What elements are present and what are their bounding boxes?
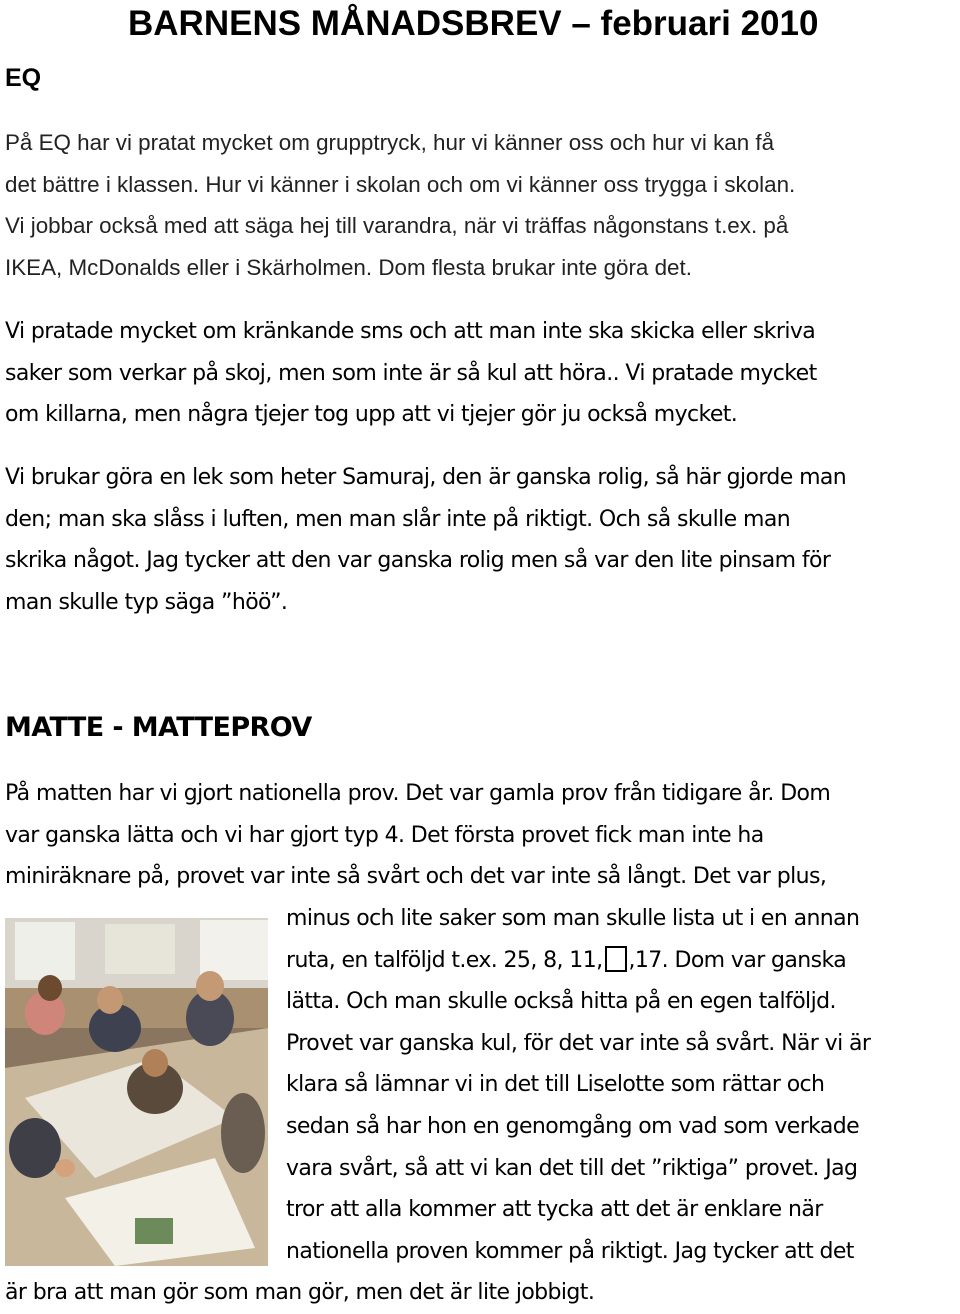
text-line: lätta. Och man skulle också hitta på en egen talföljd.: [286, 989, 836, 1015]
text-line: skrika något. Jag tycker att den var ganska rolig men så var den lite pinsam för: [5, 548, 831, 574]
text-line: var ganska lätta och vi har gjort typ 4. Det första provet fick man inte ha: [5, 822, 764, 848]
text-line: tror att alla kommer att tycka att det är enklare när: [286, 1197, 823, 1223]
section-heading-matte: MATTE - MATTEPROV: [5, 712, 312, 743]
text-line: vara svårt, så att vi kan det till det ”riktiga” provet. Jag: [286, 1155, 858, 1181]
text-line: Vi pratade mycket om kränkande sms och att man inte ska skicka eller skriva: [5, 319, 816, 344]
text-line: Provet var ganska kul, för det var inte så svårt. När vi är: [286, 1030, 871, 1056]
matte-paragraph-top: [5, 773, 955, 898]
text-line: det bättre i klassen. Hur vi känner i skolan och om vi känner oss trygga i skolan.: [5, 171, 796, 197]
page-title: BARNENS MÅNADSBREV – februari 2010: [128, 4, 819, 43]
matte-last-line: är bra att man gör som man gör, men det är lite jobbigt.: [5, 1280, 595, 1305]
text-line: minus och lite saker som man skulle lista ut i en annan: [286, 906, 860, 931]
text-line: På matten har vi gjort nationella prov. Det var gamla prov från tidigare år. Dom: [5, 781, 831, 806]
text-line: miniräknare på, provet var inte så svårt och det var inte så långt. Det var plus,: [5, 864, 827, 890]
eq-paragraph-1: [5, 122, 955, 288]
text-line-with-box: [286, 940, 870, 982]
text-line: Vi jobbar också med att säga hej till varandra, när vi träffas någonstans t.ex. på: [5, 213, 789, 239]
text-line: nationella proven kommer på riktigt. Jag tycker att det: [286, 1238, 854, 1264]
text-line: om killarna, men några tjejer tog upp att vi tjejer gör ju också mycket.: [5, 402, 738, 428]
matte-paragraph-wrapped: [286, 898, 870, 1272]
text-segment: ruta, en talföljd t.ex. 25, 8, 11,: [286, 947, 603, 973]
text-line: sedan så har hon en genomgång om vad som verkade: [286, 1113, 860, 1139]
text-line: Vi brukar göra en lek som heter Samuraj, den är ganska rolig, så här gjorde man: [5, 465, 847, 490]
text-line: IKEA, McDonalds eller i Skärholmen. Dom flesta brukar inte göra det.: [5, 254, 692, 280]
text-line: man skulle typ säga ”höö”.: [5, 589, 288, 615]
classroom-photo: [5, 918, 268, 1266]
eq-paragraph-3: [5, 457, 955, 623]
text-line: den; man ska slåss i luften, men man slår inte på riktigt. Och så skulle man: [5, 506, 791, 532]
empty-box-icon: [605, 946, 627, 972]
section-heading-eq: EQ: [5, 64, 42, 92]
text-segment: ,17. Dom var ganska: [628, 947, 847, 973]
text-line: På EQ har vi pratat mycket om grupptryck, hur vi känner oss och hur vi kan få: [5, 130, 775, 155]
eq-paragraph-2: [5, 311, 955, 436]
text-line: saker som verkar på skoj, men som inte är så kul att höra.. Vi pratade mycket: [5, 360, 817, 386]
text-line: klara så lämnar vi in det till Liselotte som rättar och: [286, 1072, 825, 1098]
